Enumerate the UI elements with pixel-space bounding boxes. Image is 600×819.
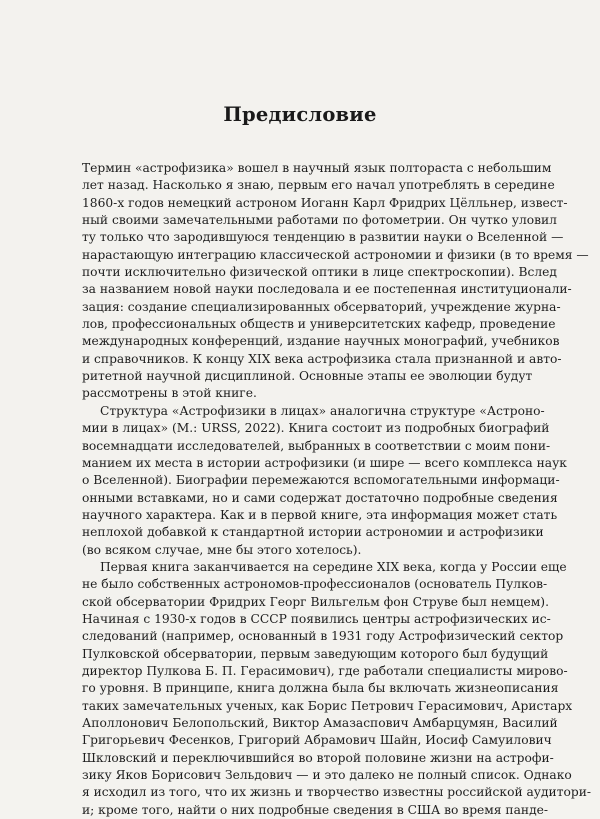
text-line: ской обсерватории Фридрих Георг Вильгельм фон Струве был немцем).: [82, 594, 549, 609]
text-line: директор Пулкова Б. П. Герасимович), где работали специалисты мирово-: [82, 663, 568, 678]
text-line: лов, профессиональных обществ и университетских кафедр, проведение: [82, 317, 556, 332]
text-line: не было собственных астрономов-профессионалов (основатель Пулков-: [82, 577, 548, 592]
text-line: Структура «Астрофизики в лицах» аналогична структуре «Астроно-: [100, 403, 545, 418]
text-line: за названием новой науки последовала и ее постепенная институционали-: [82, 282, 572, 297]
text-line: ный своими замечательными работами по фотометрии. Он чутко уловил: [82, 213, 557, 228]
text-line: почти исключительно физической оптики в лице спектроскопии). Вслед: [82, 265, 557, 280]
text-line: 1860-х годов немецкий астроном Иоганн Карл Фридрих Цёлльнер, извест-: [82, 195, 568, 210]
text-line: го уровня. В принципе, книга должна была бы включать жизнеописания: [82, 681, 559, 696]
text-line: и справочников. К концу XIX века астрофизика стала признанной и авто-: [82, 351, 562, 366]
text-line: манием их места в истории астрофизики (и шире — всего комплекса наук: [82, 455, 567, 470]
text-line: Термин «астрофизика» вошел в научный язык полтораста с небольшим: [82, 161, 552, 175]
text-line: ту только что зародившуюся тенденцию в развитии науки о Вселенной —: [82, 230, 564, 245]
text-line: о Вселенной). Биографии перемежаются вспомогательными информаци-: [82, 473, 560, 488]
text-line: ритетной научной дисциплиной. Основные этапы ее эволюции будут: [82, 369, 533, 384]
text-line: онными вставками, но и сами содержат достаточно подробные сведения: [82, 490, 558, 505]
text-line: зику Яков Борисович Зельдович — и это далеко не полный список. Однако: [82, 768, 572, 783]
text-line: Начиная с 1930-х годов в СССР появились центры астрофизических ис-: [82, 611, 551, 626]
text-line: и; кроме того, найти о них подробные сведения в США во время панде-: [82, 802, 548, 817]
text-line: Пулковской обсерватории, первым заведующим которого был будущий: [82, 646, 549, 661]
text-line: (во всяком случае, мне бы этого хотелось).: [82, 542, 362, 557]
paragraph-2: [82, 403, 567, 559]
text-line: научного характера. Как и в первой книге, эта информация может стать: [82, 507, 558, 522]
page-title: Предисловие: [223, 103, 377, 126]
text-line: восемнадцати исследователей, выбранных в соответствии с моим пони-: [82, 438, 551, 453]
text-line: следований (например, основанный в 1931 году Астрофизический сектор: [82, 629, 564, 644]
text-line: я исходил из того, что их жизнь и творчество известны российской аудитори-: [82, 785, 592, 800]
text-line: нарастающую интеграцию классической астрономии и физики (в то время —: [82, 247, 589, 262]
body-text: [82, 160, 592, 819]
text-line: лет назад. Насколько я знаю, первым его начал употреблять в середине: [82, 178, 555, 193]
text-line: Григорьевич Фесенков, Григорий Абрамович Шайн, Иосиф Самуилович: [82, 733, 552, 748]
text-line: таких замечательных ученых, как Борис Петрович Герасимович, Аристарх: [82, 698, 573, 713]
text-line: мии в лицах» (М.: URSS, 2022). Книга состоит из подробных биографий: [82, 421, 550, 436]
text-line: зация: создание специализированных обсерваторий, учреждение журна-: [82, 299, 561, 314]
text-line: международных конференций, издание научных монографий, учебников: [82, 334, 560, 349]
paragraph-3: [82, 559, 592, 819]
paragraph-1: [82, 160, 589, 403]
text-line: Шкловский и переключившийся во второй половине жизни на астрофи-: [82, 750, 554, 765]
text-line: Первая книга заканчивается на середине XIX века, когда у России еще: [100, 559, 567, 574]
text-line: Аполлонович Белопольский, Виктор Амазаспович Амбарцумян, Василий: [82, 716, 558, 730]
text-line: рассмотрены в этой книге.: [82, 386, 257, 401]
text-line: неплохой добавкой к стандартной истории астрономии и астрофизики: [82, 525, 544, 540]
